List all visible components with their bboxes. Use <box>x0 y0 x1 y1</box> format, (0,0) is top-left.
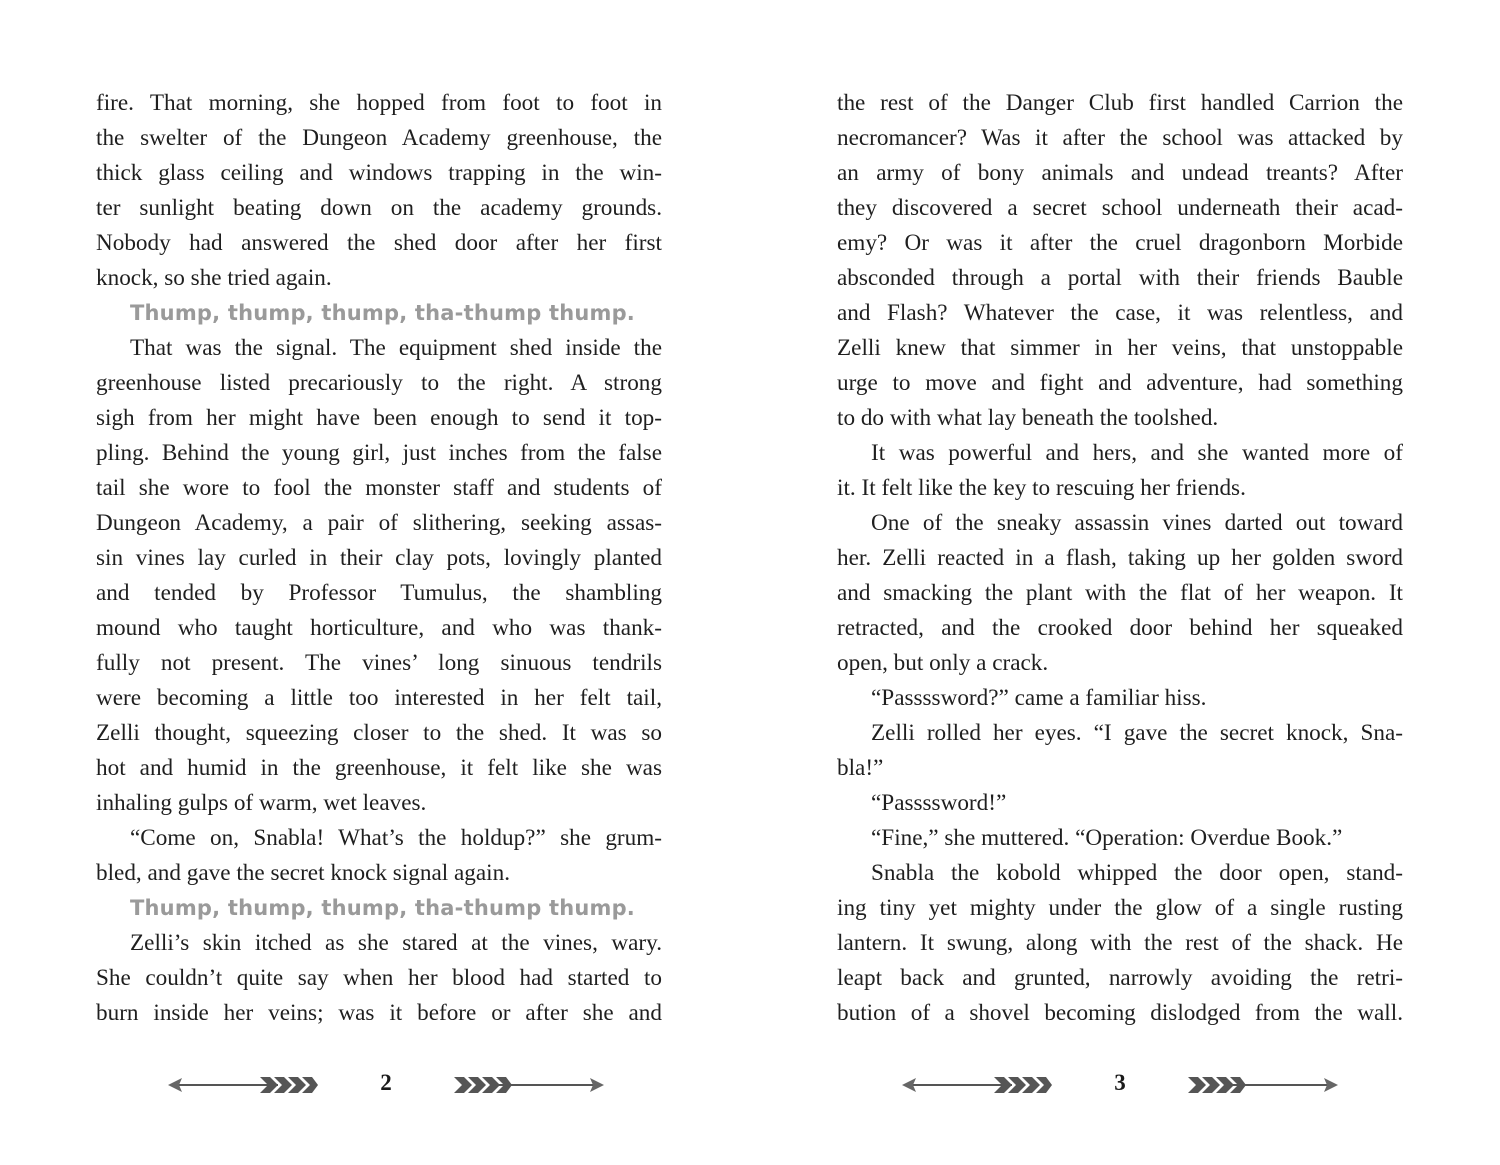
text-line: and Flash? Whatever the case, it was relentless, and <box>837 300 1403 326</box>
sound-effect-line: Thump, thump, thump, tha-thump thump. <box>130 896 635 920</box>
text-line: knock, so she tried again. <box>96 265 332 291</box>
text-line: an army of bony animals and undead treants? After <box>837 160 1403 186</box>
arrow-left-icon <box>900 1074 1054 1096</box>
text-line: urge to move and fight and adventure, had something <box>837 370 1403 396</box>
arrow-right-icon <box>452 1074 606 1096</box>
right-page <box>837 86 1403 1031</box>
text-line: bled, and gave the secret knock signal again. <box>96 860 511 886</box>
text-line: fire. That morning, she hopped from foot to foot in <box>96 90 662 116</box>
left-page <box>96 86 662 1031</box>
text-line: were becoming a little too interested in her felt tail, <box>96 685 662 711</box>
text-line: retracted, and the crooked door behind her squeaked <box>837 615 1403 641</box>
text-line: “Passssword?” came a familiar hiss. <box>871 685 1207 711</box>
text-line: “Fine,” she muttered. “Operation: Overdue Book.” <box>871 825 1343 851</box>
text-line: She couldn’t quite say when her blood had started to <box>96 965 662 991</box>
text-line: bution of a shovel becoming dislodged from the wall. <box>837 1000 1403 1026</box>
text-line: inhaling gulps of warm, wet leaves. <box>96 790 427 816</box>
text-line: Zelli rolled her eyes. “I gave the secret knock, Sna- <box>871 720 1403 746</box>
text-line: and smacking the plant with the flat of her weapon. It <box>837 580 1403 606</box>
text-line: ing tiny yet mighty under the glow of a single rusting <box>837 895 1403 921</box>
text-line: It was powerful and hers, and she wanted more of <box>871 440 1403 466</box>
text-line: “Passssword!” <box>871 790 1007 816</box>
text-line: emy? Or was it after the cruel dragonborn Morbide <box>837 230 1403 256</box>
text-line: sigh from her might have been enough to send it top- <box>96 405 662 431</box>
text-line: ter sunlight beating down on the academy grounds. <box>96 195 662 221</box>
right-page-footer <box>900 1066 1340 1106</box>
text-line: lantern. It swung, along with the rest of the shack. He <box>837 930 1403 956</box>
text-line: mound who taught horticulture, and who was thank- <box>96 615 662 641</box>
text-line: Nobody had answered the shed door after her first <box>96 230 662 256</box>
text-line: absconded through a portal with their friends Bauble <box>837 265 1403 291</box>
text-line: Dungeon Academy, a pair of slithering, seeking assas- <box>96 510 662 536</box>
text-line: hot and humid in the greenhouse, it felt like she was <box>96 755 662 781</box>
text-line: Zelli’s skin itched as she stared at the vines, wary. <box>130 930 662 956</box>
text-line: open, but only a crack. <box>837 650 1049 676</box>
text-line: Snabla the kobold whipped the door open, stand- <box>871 860 1403 886</box>
arrow-left-icon <box>166 1074 320 1096</box>
text-line: it. It felt like the key to rescuing her friends. <box>837 475 1246 501</box>
text-line: “Come on, Snabla! What’s the holdup?” she grum- <box>130 825 662 851</box>
text-line: greenhouse listed precariously to the right. A strong <box>96 370 662 396</box>
text-line: burn inside her veins; was it before or after she and <box>96 1000 662 1026</box>
text-line: fully not present. The vines’ long sinuous tendrils <box>96 650 662 676</box>
text-line: pling. Behind the young girl, just inches from the false <box>96 440 662 466</box>
text-line: bla!” <box>837 755 884 781</box>
text-line: they discovered a secret school underneath their acad- <box>837 195 1403 221</box>
text-line: sin vines lay curled in their clay pots, lovingly planted <box>96 545 662 571</box>
text-line: necromancer? Was it after the school was attacked by <box>837 125 1403 151</box>
text-line: the swelter of the Dungeon Academy greenhouse, the <box>96 125 662 151</box>
text-line: the rest of the Danger Club first handled Carrion the <box>837 90 1403 116</box>
text-line: Zelli knew that simmer in her veins, that unstoppable <box>837 335 1403 361</box>
text-line: her. Zelli reacted in a flash, taking up her golden sword <box>837 545 1403 571</box>
text-line: and tended by Professor Tumulus, the shambling <box>96 580 662 606</box>
page-number: 2 <box>380 1070 392 1095</box>
text-line: thick glass ceiling and windows trapping in the win- <box>96 160 662 186</box>
text-line: That was the signal. The equipment shed inside the <box>130 335 662 361</box>
text-line: to do with what lay beneath the toolshed. <box>837 405 1219 431</box>
text-line: One of the sneaky assassin vines darted out toward <box>871 510 1403 536</box>
arrow-right-icon <box>1186 1074 1340 1096</box>
text-line: tail she wore to fool the monster staff and students of <box>96 475 662 501</box>
left-page-footer <box>166 1066 606 1106</box>
page-number: 3 <box>1114 1070 1126 1095</box>
text-line: leapt back and grunted, narrowly avoiding the retri- <box>837 965 1403 991</box>
text-line: Zelli thought, squeezing closer to the shed. It was so <box>96 720 662 746</box>
sound-effect-line: Thump, thump, thump, tha-thump thump. <box>130 301 635 325</box>
